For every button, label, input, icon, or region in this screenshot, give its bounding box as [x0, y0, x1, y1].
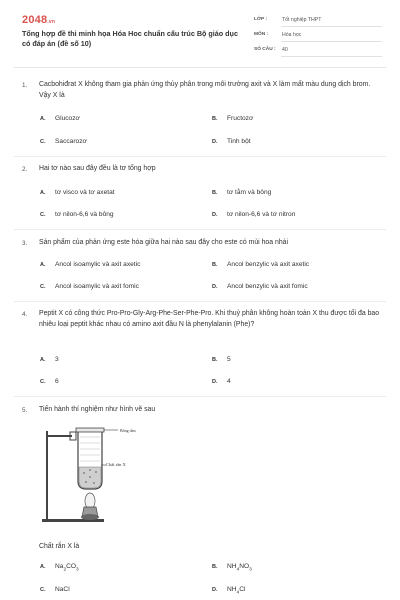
lab-apparatus-diagram — [40, 425, 180, 525]
question-divider — [14, 229, 386, 230]
meta-value: Hóa học — [282, 32, 302, 38]
option-c[interactable]: C. 6 — [40, 378, 59, 385]
question-number: 1. — [22, 82, 28, 89]
option-a[interactable]: A. $Na_2CO_3$ — [40, 563, 79, 573]
flame — [85, 493, 95, 509]
option-c[interactable]: C. Saccarozơ — [40, 138, 87, 145]
stand-rod — [46, 431, 48, 520]
question-text: Tiến hành thí nghiệm như hình vẽ sau — [39, 406, 156, 413]
lamp-base — [81, 514, 99, 520]
clamp-arm — [48, 435, 72, 437]
document-title: Tổng hợp đề thi minh họa Hóa Hoc chuẩn cấu trúc Bộ giáo dục có đáp án (đề số 10) — [22, 29, 238, 48]
experiment-figure — [40, 425, 180, 525]
logo-main: 2048 — [22, 14, 48, 26]
question-text: Cacbohiđrat X không tham gia phản ứng thủy phân trong môi trường axit và X làm mất màu dung dịch brom. Vậy X là — [39, 81, 371, 100]
meta-question-count — [254, 45, 382, 57]
meta-value: Tốt nghiệp THPT — [282, 17, 322, 23]
option-a[interactable]: A. 3 — [40, 356, 59, 363]
question-number: 2. — [22, 166, 28, 173]
question-text: Hai tơ nào sau đây đều là tơ tổng hợp — [39, 165, 156, 172]
meta-key: LỚP : — [254, 17, 268, 22]
document-header — [0, 0, 400, 66]
cotton-plug — [76, 428, 104, 432]
meta-underline — [281, 41, 382, 42]
option-b[interactable]: B. 5 — [212, 356, 231, 363]
option-d[interactable]: D. Tinh bột — [212, 138, 251, 145]
option-c[interactable]: C. tơ nilon-6,6 và bông — [40, 211, 114, 218]
label-cotton: Bông tẩm — [120, 428, 136, 433]
question-number: 3. — [22, 240, 28, 247]
site-logo[interactable] — [22, 14, 55, 26]
option-d[interactable]: D. 4 — [212, 378, 231, 385]
meta-underline — [281, 56, 382, 57]
question-divider — [14, 396, 386, 397]
option-a[interactable]: A. Ancol isoamylic và axit axetic — [40, 261, 141, 268]
option-b[interactable]: B. $NH_4NO_3$ — [212, 563, 252, 573]
option-b[interactable]: B. Ancol benzylic và axit axetic — [212, 261, 310, 268]
question-number: 4. — [22, 311, 28, 318]
question-divider — [14, 156, 386, 157]
question-text: Sản phẩm của phản ứng este hóa giữa hai nào sau đây cho este có mùi hoa nhài — [39, 239, 289, 246]
meta-key: SỐ CÂU : — [254, 47, 276, 52]
meta-class — [254, 15, 382, 27]
meta-subject — [254, 30, 382, 42]
option-d[interactable]: D. tơ nilon-6,6 và tơ nitron — [212, 211, 296, 218]
option-c[interactable]: C. Ancol isoamylic và axit fomic — [40, 283, 139, 290]
meta-underline — [281, 26, 382, 27]
option-c[interactable]: C. NaCl — [40, 586, 70, 593]
logo-domain: .vn — [47, 19, 56, 25]
question-text: Peptit X có công thức Pro-Pro-Gly-Arg-Phe-Ser-Phe-Pro. Khi thuỷ phân không hoàn toàn X thu được tối đa bao nhiêu loại peptit khác nhau có amino axit đầu N là phenylalanin (Phe)? — [39, 310, 380, 329]
question-subtext: Chất rắn X là — [39, 543, 80, 550]
question-number: 5. — [22, 407, 28, 414]
label-solid: Chất rắn X — [106, 462, 126, 467]
option-a[interactable]: A. Glucozơ — [40, 115, 80, 122]
meta-key: MÔN : — [254, 32, 269, 37]
option-d[interactable]: D. $NH_4Cl$ — [212, 586, 246, 596]
option-a[interactable]: A. tơ visco và tơ axetat — [40, 189, 115, 196]
option-d[interactable]: D. Ancol benzylic và axit fomic — [212, 283, 308, 290]
question-divider — [14, 301, 386, 302]
meta-value: 40 — [282, 47, 288, 53]
option-b[interactable]: B. Fructozơ — [212, 115, 254, 122]
option-b[interactable]: B. tơ tằm và bông — [212, 189, 272, 196]
header-divider — [14, 67, 386, 68]
